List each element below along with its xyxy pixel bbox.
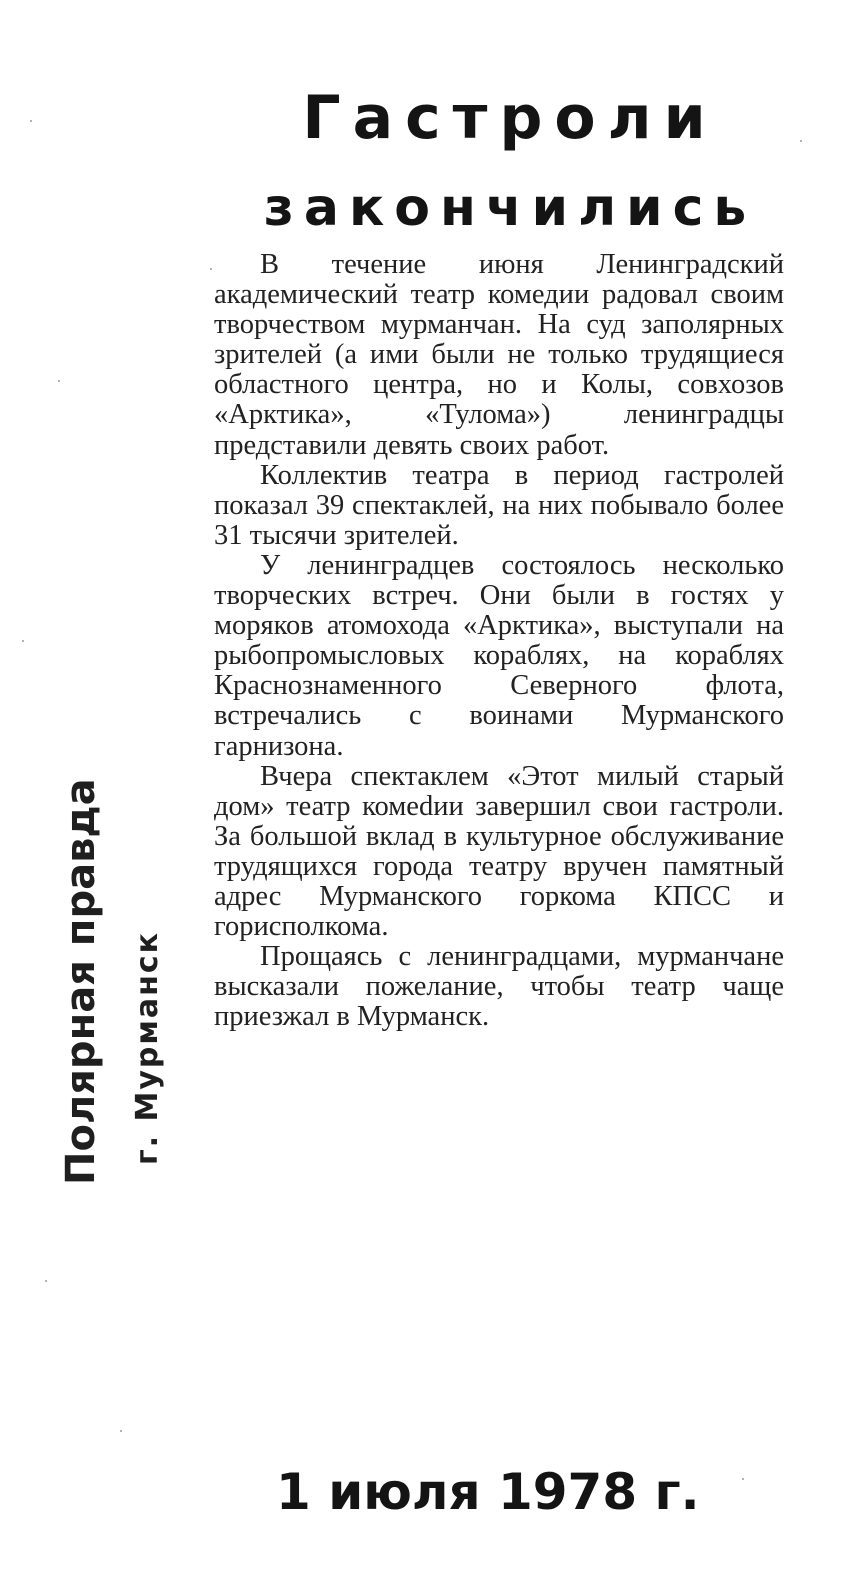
article-paragraph-1: В течение июня Ленинградский академический театр комедии радовал своим творчеством мурманчан. На суд заполярных зрителей (а ими были не только трудящиеся областного центра, но и Колы, совхозов «Арктика», «Тулома») ленинградцы представили девять своих работ. <box>214 249 784 461</box>
article-body <box>214 250 784 1032</box>
source-stamp <box>50 735 180 1195</box>
headline-line-2: закончились <box>263 178 757 238</box>
scan-speck <box>210 268 212 270</box>
scan-speck <box>45 1280 47 1282</box>
scan-speck <box>120 1430 122 1432</box>
newspaper-name: Полярная правда <box>58 778 104 1185</box>
scan-speck <box>58 380 60 382</box>
article-paragraph-5: Прощаясь с ленинградцами, мурманчане высказали пожелание, чтобы театр чаще приезжал в Мурманск. <box>214 941 784 1033</box>
scan-speck <box>800 140 802 142</box>
scan-speck <box>742 1478 744 1480</box>
scan-speck <box>22 640 24 642</box>
article-paragraph-4: Вчера спектаклем «Этот милый старый дом» театр комеdии завершил свои гастроли. За большой вклад в культурное обслуживание трудящихся города театру вручен памятный адрес Мурманского горкома КПСС и горисполкома. <box>214 760 784 943</box>
article-paragraph-2: Коллектив театра в период гастролей показал 39 спектаклей, на них побывало более 31 тысячи зрителей. <box>214 459 784 551</box>
headline-line-1: Гастроли <box>302 83 718 153</box>
newspaper-city: г. Мурманск <box>130 930 165 1165</box>
publication-date: 1 июля 1978 г. <box>276 1463 700 1521</box>
article-paragraph-3: У ленинградцев состоялось несколько творческих встреч. Они были в гостях у моряков атомохода «Арктика», выступали на рыбопромысловых кораблях, на кораблях Краснознаменного Северного флота, встречались с воинами Мурманского гарнизона. <box>214 549 784 762</box>
scan-speck <box>30 120 32 122</box>
